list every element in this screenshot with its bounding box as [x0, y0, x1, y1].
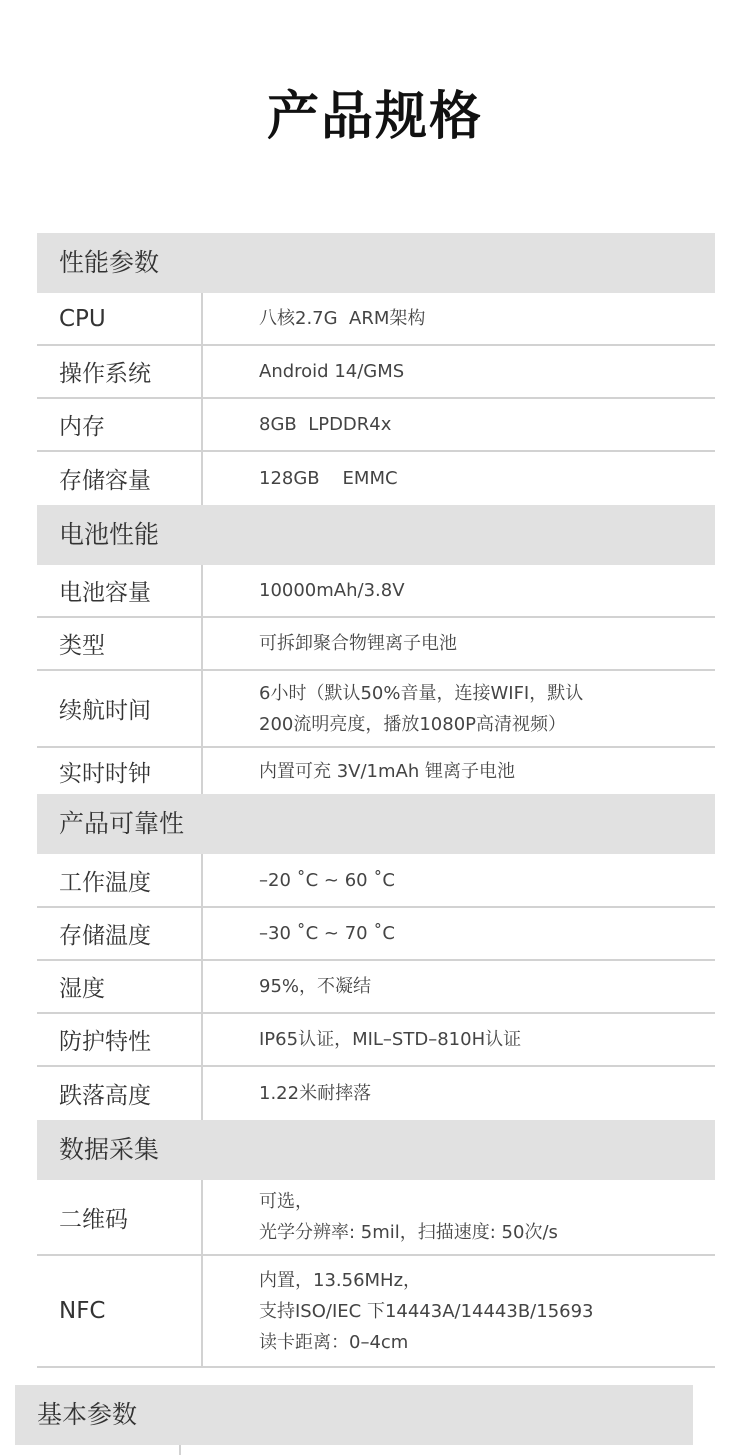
spec-value: 可选， 光学分辨率: 5mil，扫描速度: 50次/s: [259, 1191, 558, 1243]
spec-row-drop-height: [37, 1067, 715, 1120]
spec-row-battery-life: [37, 671, 715, 748]
spec-key: 操作系统: [37, 346, 203, 397]
spec-row-nfc: [37, 1256, 715, 1368]
spec-key: 存储温度: [37, 908, 203, 959]
spec-row-storage-temp: [37, 908, 715, 961]
spec-value: 内置可充 3V/1mAh 锂离子电池: [259, 760, 515, 782]
spec-value: 内置，13.56MHz， 支持ISO/IEC 下14443A/14443B/15693 读卡距离：0–4cm: [259, 1269, 594, 1353]
section-header-basic: 基本参数: [15, 1385, 693, 1445]
spec-key: 湿度: [37, 961, 203, 1012]
spec-value: 1.22米耐摔落: [259, 1083, 372, 1104]
column-divider: [179, 1445, 181, 1455]
spec-value: 6小时（默认50%音量，连接WIFI，默认 200流明亮度，播放1080P高清视频）: [259, 682, 584, 735]
spec-value: IP65认证，MIL–STD–810H认证: [259, 1029, 522, 1050]
spec-value: 128GB EMMC: [259, 468, 398, 489]
spec-key: 内存: [37, 399, 203, 450]
spec-key: 工作温度: [37, 854, 203, 906]
spec-key: 存储容量: [37, 452, 203, 505]
spec-row-cpu: [37, 293, 715, 346]
spec-key: 续航时间: [37, 671, 203, 746]
spec-table: [37, 233, 715, 1368]
spec-value: 可拆卸聚合物锂离子电池: [259, 633, 457, 654]
spec-row-memory: [37, 399, 715, 452]
spec-row-os: [37, 346, 715, 399]
spec-row-rtc: [37, 748, 715, 794]
section-header-reliability: 产品可靠性: [37, 794, 715, 854]
spec-key: NFC: [37, 1256, 203, 1366]
spec-value: 95%，不凝结: [259, 976, 372, 997]
spec-row-battery-type: [37, 618, 715, 671]
spec-value: –30 ˚C ~ 70 ˚C: [259, 923, 395, 944]
section-header-data-capture: 数据采集: [37, 1120, 715, 1180]
spec-key: 实时时钟: [37, 748, 203, 794]
spec-value: 10000mAh/3.8V: [259, 580, 405, 601]
spec-row-operating-temp: [37, 854, 715, 908]
spec-value: 八核2.7G ARM架构: [259, 308, 426, 329]
spec-row-storage: [37, 452, 715, 505]
spec-value: Android 14/GMS: [259, 361, 405, 382]
spec-value: –20 ˚C ~ 60 ˚C: [259, 869, 395, 891]
spec-row-protection: [37, 1014, 715, 1067]
spec-row-humidity: [37, 961, 715, 1014]
page-title: 产品规格: [266, 87, 483, 147]
spec-key: 跌落高度: [37, 1067, 203, 1120]
spec-row-barcode: [37, 1180, 715, 1256]
spec-key: 电池容量: [37, 565, 203, 616]
spec-key: 防护特性: [37, 1014, 203, 1065]
spec-key: 类型: [37, 618, 203, 669]
spec-value: 8GB LPDDR4x: [259, 414, 392, 435]
section-header-battery: 电池性能: [37, 505, 715, 565]
section-header-performance: 性能参数: [37, 233, 715, 293]
spec-row-battery-capacity: [37, 565, 715, 618]
spec-key: CPU: [37, 293, 203, 344]
spec-key: 二维码: [37, 1180, 203, 1254]
